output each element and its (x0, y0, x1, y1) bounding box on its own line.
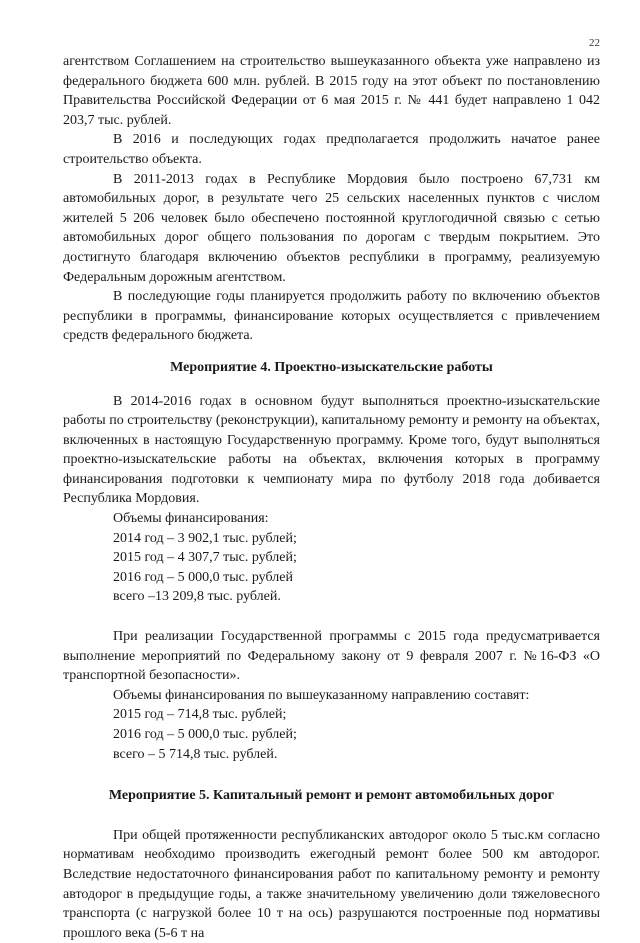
page-number: 22 (589, 37, 600, 49)
intro-paragraph-2: В 2016 и последующих годах предполагается продолжить начатое ранее строительство объекта. (63, 132, 600, 167)
measure5-heading: Мероприятие 5. Капитальный ремонт и ремонт автомобильных дорог (108, 788, 555, 804)
funding-line: 2016 год – 5 000,0 тыс. рублей (113, 569, 293, 585)
funding-line: 2016 год – 5 000,0 тыс. рублей; (113, 727, 297, 742)
intro-paragraph-3: В 2011-2013 годах в Республике Мордовия было построено 67,731 км автомобильных дорог, в результате чего 25 сельских населенных пунктов с числом жителей 5 206 человек было обеспечено постоянной круглогодичной связью с сетью автомобильных дорог общего пользования по дорогам с твердым покрытием. Это достигнуто благодаря включению объектов республики в программу, реализуемую Федеральным дорожным агентством. (63, 171, 600, 285)
funding-line: 2015 год – 4 307,7 тыс. рублей; (113, 550, 297, 566)
measure5-paragraph: При общей протяженности республиканских автодорог около 5 тыс.км согласно нормативам необходимо производить ежегодный ремонт более 500 км автодорог. Вследствие недостаточного финансирования работ по капитальному ремонту и ремонту автодорог в предыдущие годы, а также значительному увеличению доли тяжеловесного транспорта (с нагрузкой более 10 т на ось) разрушаются построенные под нормативы прошлого века (5-6 т на (63, 827, 600, 941)
measure4-paragraph: В 2014-2016 годах в основном будут выполняться проектно-изыскательские работы по строительству (реконструкции), капитальному ремонту и ремонту на объектах, включенных в настоящую Государственную программу. Кроме того, будут выполняться проектно-изыскательские работы на объектах, включения которых в программу финансирования подготовки к чемпионату мира по футболу 2018 года добивается Республика Мордовия. (63, 393, 600, 507)
funding-line: 2014 год – 3 902,1 тыс. рублей; (113, 530, 297, 546)
measure4-heading: Мероприятие 4. Проектно-изыскательские работы (170, 359, 493, 375)
measure4-paragraph-2: При реализации Государственной программы с 2015 года предусматривается выполнение мероприятий по Федеральному закону от 9 февраля 2007 г. №16-ФЗ «О транспортной безопасности». (63, 629, 600, 684)
intro-paragraph-1: агентством Соглашением на строительство вышеуказанного объекта уже направлено из федерального бюджета 600 млн. рублей. В 2015 году на этот объект по постановлению Правительства Российской Федерации от 6 мая 2015 г. № 441 будет направлено 1 042 203,7 тыс. рублей. (63, 54, 600, 128)
funding-line: Объемы финансирования по вышеуказанному направлению составят: (113, 687, 530, 703)
funding-line: 2015 год – 714,8 тыс. рублей; (113, 707, 287, 723)
intro-paragraph-4: В последующие годы планируется продолжить работу по включению объектов республики в программы, финансирование которых осуществляется с привлечением средств федерального бюджета. (63, 289, 600, 344)
measure4-funding-list-2 (63, 686, 600, 764)
funding-line: всего – 5 714,8 тыс. рублей. (113, 746, 278, 762)
funding-line: всего –13 209,8 тыс. рублей. (113, 589, 281, 605)
funding-line: Объемы финансирования: (113, 511, 269, 527)
measure4-funding-list (63, 509, 600, 607)
